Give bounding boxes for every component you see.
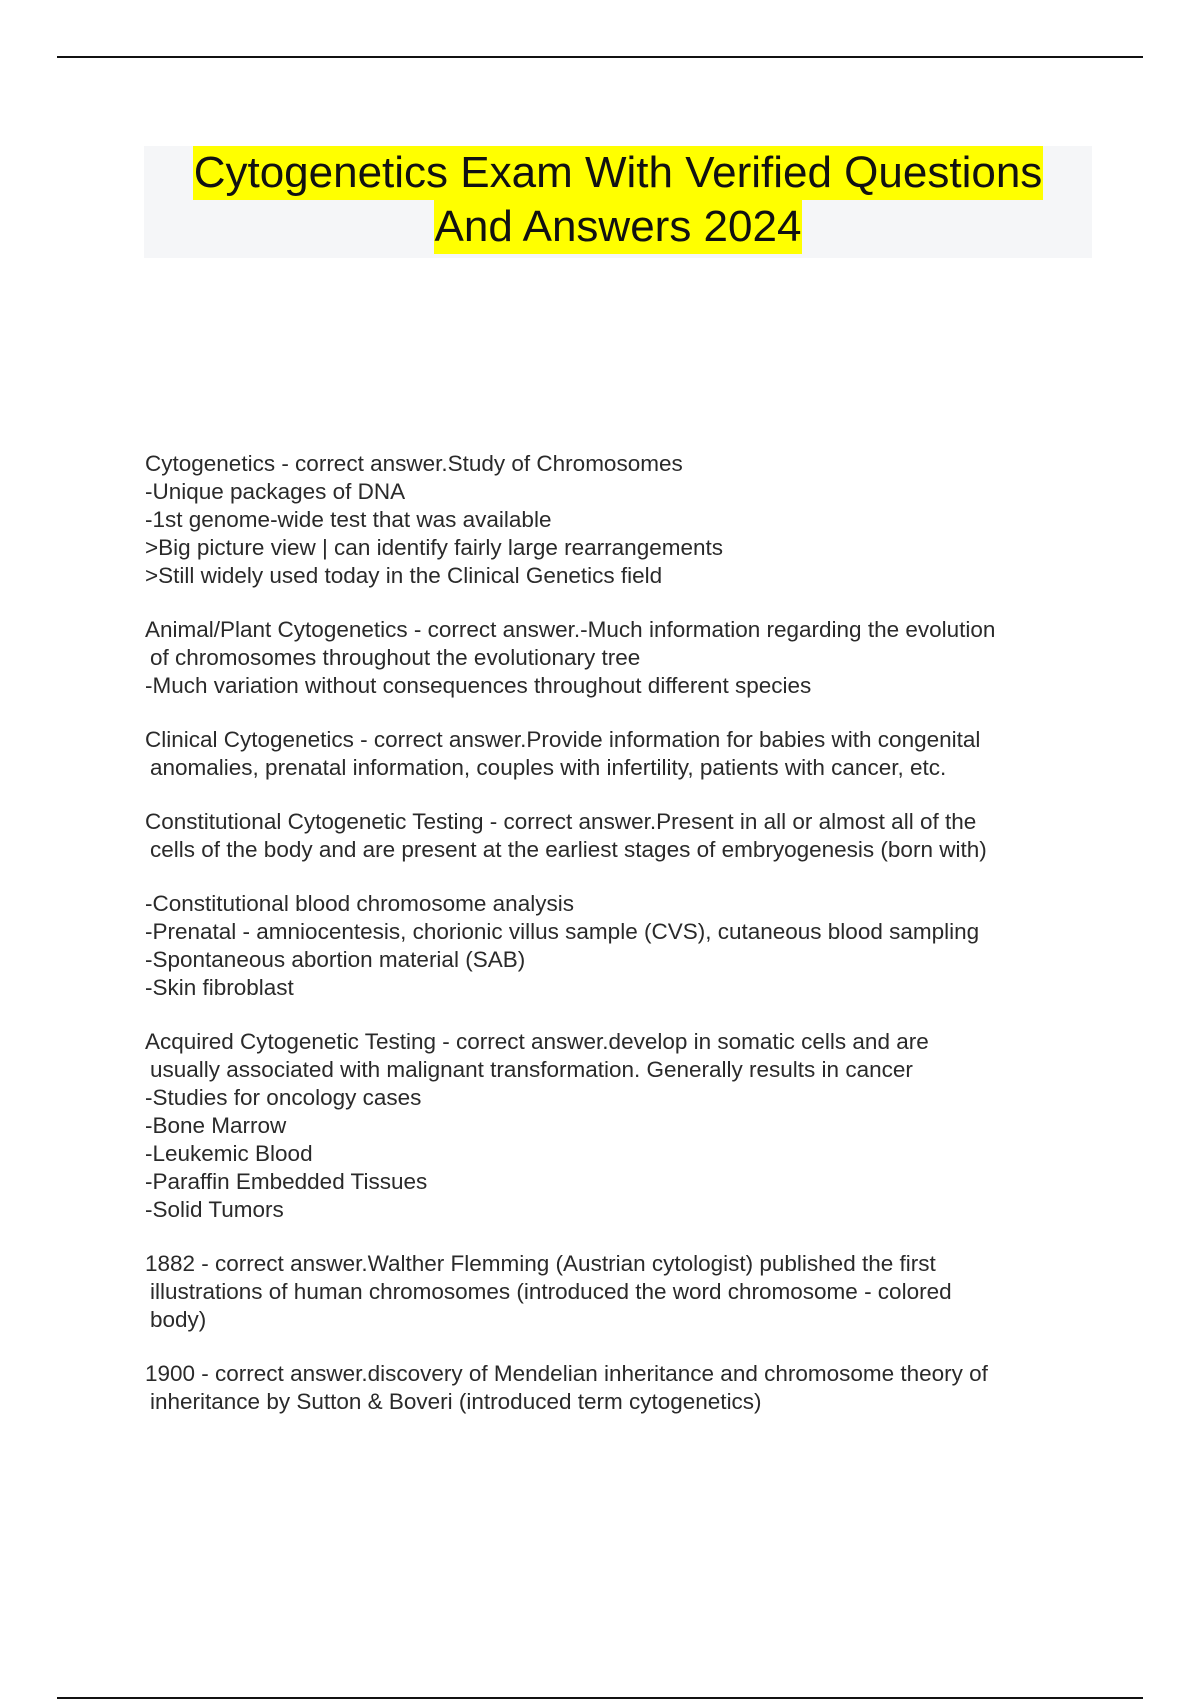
entry-line: Clinical Cytogenetics - correct answer.Provide information for babies with congenital bbox=[145, 727, 981, 752]
entry-line: -Unique packages of DNA bbox=[145, 479, 406, 504]
entry-line: Cytogenetics - correct answer.Study of Chromosomes bbox=[145, 451, 683, 476]
entry-line: Animal/Plant Cytogenetics - correct answer.-Much information regarding the evolution bbox=[145, 617, 996, 642]
entry-line: 1900 - correct answer.discovery of Mendelian inheritance and chromosome theory of bbox=[145, 1361, 988, 1386]
entry-line: -Prenatal - amniocentesis, chorionic villus sample (CVS), cutaneous blood sampling bbox=[145, 919, 980, 944]
entry-line: -Constitutional blood chromosome analysis bbox=[145, 891, 574, 916]
entry-line: anomalies, prenatal information, couples with infertility, patients with cancer, etc. bbox=[150, 755, 947, 780]
entry-line: inheritance by Sutton & Boveri (introduced term cytogenetics) bbox=[150, 1389, 762, 1414]
qa-entry bbox=[145, 450, 1105, 590]
entry-line: -Much variation without consequences throughout different species bbox=[145, 673, 812, 698]
entry-line: >Still widely used today in the Clinical Genetics field bbox=[145, 563, 663, 588]
entry-line: cells of the body and are present at the earliest stages of embryogenesis (born with) bbox=[150, 837, 987, 862]
entry-line: -Paraffin Embedded Tissues bbox=[145, 1169, 428, 1194]
title-line-1: Cytogenetics Exam With Verified Questions bbox=[193, 146, 1044, 200]
qa-entry bbox=[145, 1028, 1105, 1224]
document-title bbox=[144, 146, 1092, 258]
entry-line: -Leukemic Blood bbox=[145, 1141, 313, 1166]
entry-line: illustrations of human chromosomes (introduced the word chromosome - colored bbox=[150, 1279, 952, 1304]
qa-entry bbox=[145, 890, 1105, 1002]
entry-line: Acquired Cytogenetic Testing - correct answer.develop in somatic cells and are bbox=[145, 1029, 929, 1054]
entry-line: -Spontaneous abortion material (SAB) bbox=[145, 947, 526, 972]
entry-line: -1st genome-wide test that was available bbox=[145, 507, 552, 532]
entry-line: Constitutional Cytogenetic Testing - correct answer.Present in all or almost all of the bbox=[145, 809, 977, 834]
entry-line: -Skin fibroblast bbox=[145, 975, 294, 1000]
bottom-rule bbox=[57, 1697, 1143, 1699]
entry-line: >Big picture view | can identify fairly large rearrangements bbox=[145, 535, 723, 560]
entry-line: of chromosomes throughout the evolutionary tree bbox=[150, 645, 641, 670]
entry-line: -Bone Marrow bbox=[145, 1113, 287, 1138]
qa-entry bbox=[145, 726, 1105, 782]
title-line-2: And Answers 2024 bbox=[434, 200, 803, 254]
entry-line: -Solid Tumors bbox=[145, 1197, 284, 1222]
entry-line: 1882 - correct answer.Walther Flemming (Austrian cytologist) published the first bbox=[145, 1251, 936, 1276]
qa-entry bbox=[145, 616, 1105, 700]
qa-entry bbox=[145, 808, 1105, 864]
entry-line: -Studies for oncology cases bbox=[145, 1085, 422, 1110]
document-body bbox=[145, 450, 1105, 1442]
entry-line: body) bbox=[150, 1307, 207, 1332]
top-rule bbox=[57, 56, 1143, 58]
qa-entry bbox=[145, 1360, 1105, 1416]
qa-entry bbox=[145, 1250, 1105, 1334]
entry-line: usually associated with malignant transformation. Generally results in cancer bbox=[150, 1057, 913, 1082]
